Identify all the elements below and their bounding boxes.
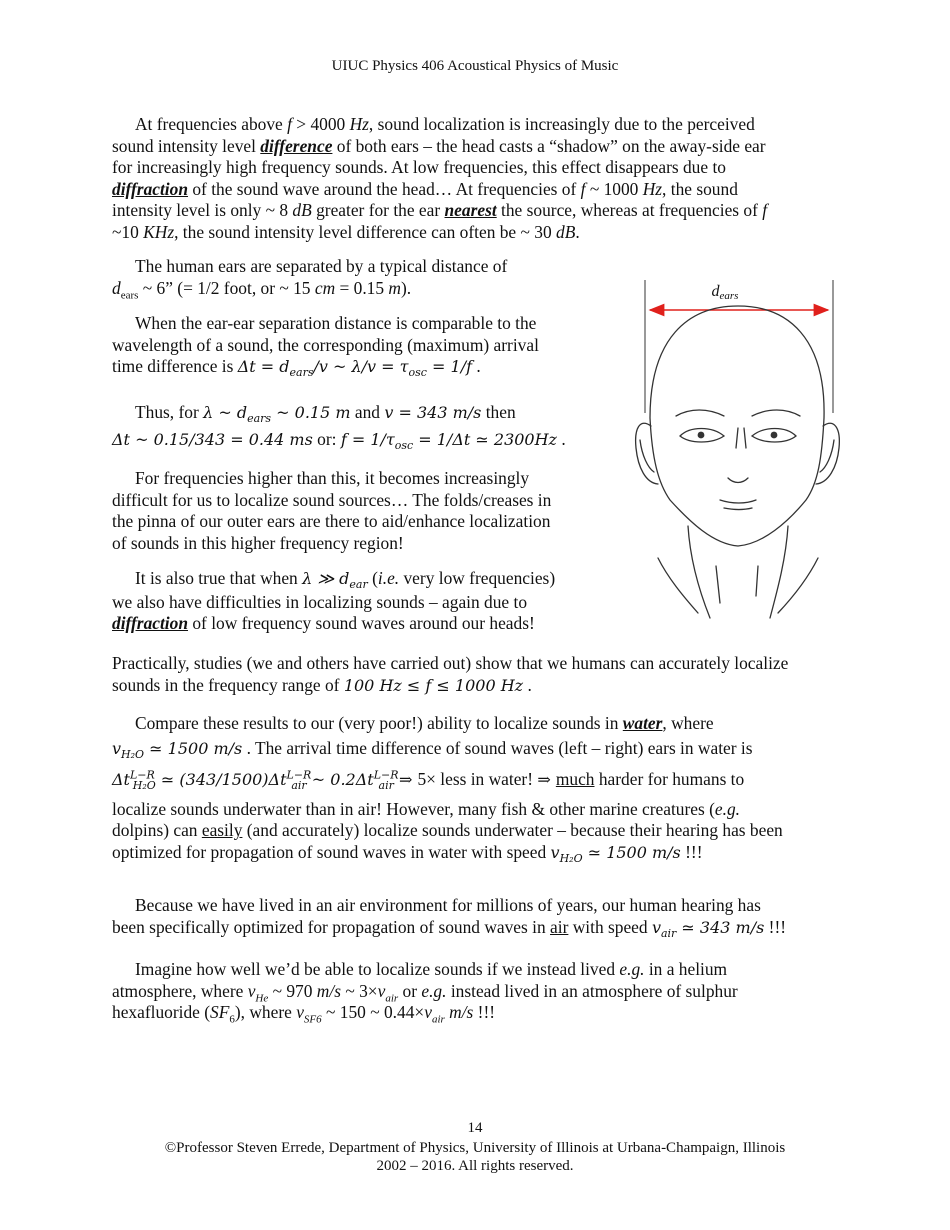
text-line: been specifically optimized for propagation of sound waves in air with speed $v_{air}$ ≃ 343 m/s !!! (112, 916, 787, 940)
text-line: atmosphere, where $v_{He}$ ~ 970 m/s ~ $3\times v_{air}$ or e.g. instead lived in an atmosphere of sulphur (112, 980, 738, 1005)
page-number: 14 (467, 1120, 483, 1136)
equation-v-air: $v_{air}$ ≃ 343 m/s (651, 917, 765, 940)
text-line: $v_{H_2O}$ ≃ 1500 m/s . The arrival time difference of sound waves (left – right) ears in water is (112, 737, 753, 761)
equation-v-water: $v_{H_2O}$ ≃ 1500 m/s (112, 738, 243, 761)
text-line: time difference is $\Delta t = d_{ears}/v$ ~ $\lambda/v = \tau_{osc} = 1/f$ . (112, 356, 481, 380)
text-line: diffraction of low frequency sound waves around our heads! (112, 613, 535, 634)
text-line: the pinna of our outer ears are there to aid/enhance localization (112, 511, 551, 532)
text-line: Compare these results to our (very poor!) ability to localize sounds in water, where (135, 713, 714, 733)
head-sketch-figure (628, 278, 843, 623)
text-line: hexafluoride $(SF_6)$, where $v_{SF6}$ ~ 150 ~ $0.44\times v_{air}$ m/s !!! (112, 1002, 496, 1026)
text-line: optimized for propagation of sound waves in water with speed $v_{H_2O}$ ≃ 1500 m/s !!! (112, 841, 703, 866)
text-line: It is also true that when λ ≫ $d_{ear}$ (i.e. very low frequencies) (135, 568, 556, 592)
equation-lambda: λ ~ $d_{ears}$ ~ 0.15 m (203, 403, 351, 426)
text-line: dolpins) can easily (and accurately) localize sounds underwater – because their hearing has been (112, 820, 783, 841)
paragraph-water (112, 713, 842, 864)
text-line: ~10 KHz, the sound intensity level difference can often be ~ 30 dB. (112, 221, 580, 242)
paragraph-high-frequency-localization (112, 114, 842, 244)
running-header: UIUC Physics 406 Acoustical Physics of Music (331, 58, 619, 74)
paragraph-pinna (112, 468, 590, 554)
paragraph-air (112, 895, 842, 938)
text-line: The human ears are separated by a typical distance of (135, 256, 508, 276)
text-line: Imagine how well we’d be able to localize sounds if we instead lived e.g. in a helium (135, 959, 728, 979)
text-line: wavelength of a sound, the corresponding (maximum) arrival (112, 334, 539, 355)
equation-delta-t: Δt ~ 0.15/343 = 0.44 ms (112, 430, 313, 449)
text-line: Practically, studies (we and others have carried out) show that we humans can accurately localize (112, 653, 789, 673)
text-line: diffraction of the sound wave around the head… At frequencies of f ~ 1000 Hz, the sound (112, 178, 738, 199)
face-outline (636, 306, 840, 618)
text-line: Because we have lived in an air environment for millions of years, our human hearing has (135, 895, 761, 915)
head-drawing (628, 278, 843, 623)
text-line: localize sounds underwater than in air! However, many fish & other marine creatures (e.g. (112, 798, 741, 819)
emphasis-nearest: nearest (444, 200, 497, 221)
equation-arrival-time: $\Delta t = d_{ears}/v$ ~ $\lambda/v = \tau_{osc} = 1/f$ (237, 357, 473, 380)
paragraph-helium (112, 959, 842, 1024)
emphasis-diffraction: diffraction (112, 613, 189, 634)
equation-delta-t-water: $\Delta t^{L-R}_{H_2O}$ ≃ $(343/1500)\Delta t^{L-R}_{air}$ ~ $0.2\Delta t^{L-R}_{air}$ ⇒ (112, 768, 418, 793)
paragraph-numeric-example (112, 399, 590, 453)
copyright-line-1: ©Professor Steven Errede, Department of Physics, University of Illinois at Urbana-Champaign, Illinois (164, 1140, 786, 1156)
ear-distance-label: dears (711, 283, 739, 302)
text-line: difficult for us to localize sound sources… The folds/creases in (112, 489, 552, 510)
text-line: Thus, for λ ~ $d_{ears}$ ~ 0.15 m and v = 343 m/s then (135, 402, 516, 426)
text-line: At frequencies above f > 4000 Hz, sound localization is increasingly due to the perceived (135, 114, 755, 134)
text-line: we also have difficulties in localizing sounds – again due to (112, 591, 528, 612)
equation-speed: v = 343 m/s (384, 403, 482, 422)
equation-lambda-much-greater: λ ≫ $d_{ear}$ (302, 569, 368, 592)
text-line: intensity level is only ~ 8 dB greater for the ear nearest the source, whereas at frequencies of f (112, 200, 768, 221)
emphasis-water: water (622, 713, 663, 733)
text-line: for increasingly high frequency sounds. At low frequencies, this effect disappears due to (112, 157, 726, 178)
copyright-line-2: 2002 – 2016. All rights reserved. (376, 1158, 574, 1174)
equation-frequency-range: 100 Hz ≤ f ≤ 1000 Hz (343, 675, 524, 695)
emphasis-diffraction: diffraction (112, 178, 189, 199)
equation-frequency: $f = 1/\tau_{osc} = 1/\Delta t$ ≃ 2300Hz (340, 430, 557, 453)
text-line: $d_{ears}$ ~ 6” (= 1/2 foot, or ~ 15 cm = 0.15 m). (112, 277, 412, 302)
emphasis-difference: difference (260, 135, 333, 156)
paragraph-localization-range (112, 653, 842, 696)
text-line: sound intensity level difference of both ears – the head casts a “shadow” on the away-side ear (112, 135, 766, 156)
paragraph-low-frequency (112, 568, 590, 635)
text-line: of sounds in this higher frequency region! (112, 532, 404, 553)
text-line: For frequencies higher than this, it becomes increasingly (135, 468, 530, 488)
equation-v-water: $v_{H_2O}$ ≃ 1500 m/s (550, 842, 681, 866)
text-line: sounds in the frequency range of 100 Hz ≤ f ≤ 1000 Hz . (112, 674, 532, 695)
paragraph-ear-separation (112, 256, 590, 302)
text-line: $\Delta t^{L-R}_{H_2O}$ ≃ $(343/1500)\Delta t^{L-R}_{air}$ ~ $0.2\Delta t^{L-R}_{air}$ ⇒ 5× less in water! ⇒ much harder for humans to (112, 768, 745, 793)
text-line: When the ear-ear separation distance is comparable to the (135, 313, 537, 333)
paragraph-arrival-time (112, 313, 590, 378)
text-line: Δt ~ 0.15/343 = 0.44 ms or: $f = 1/\tau_{osc} = 1/\Delta t$ ≃ 2300Hz . (112, 429, 566, 453)
